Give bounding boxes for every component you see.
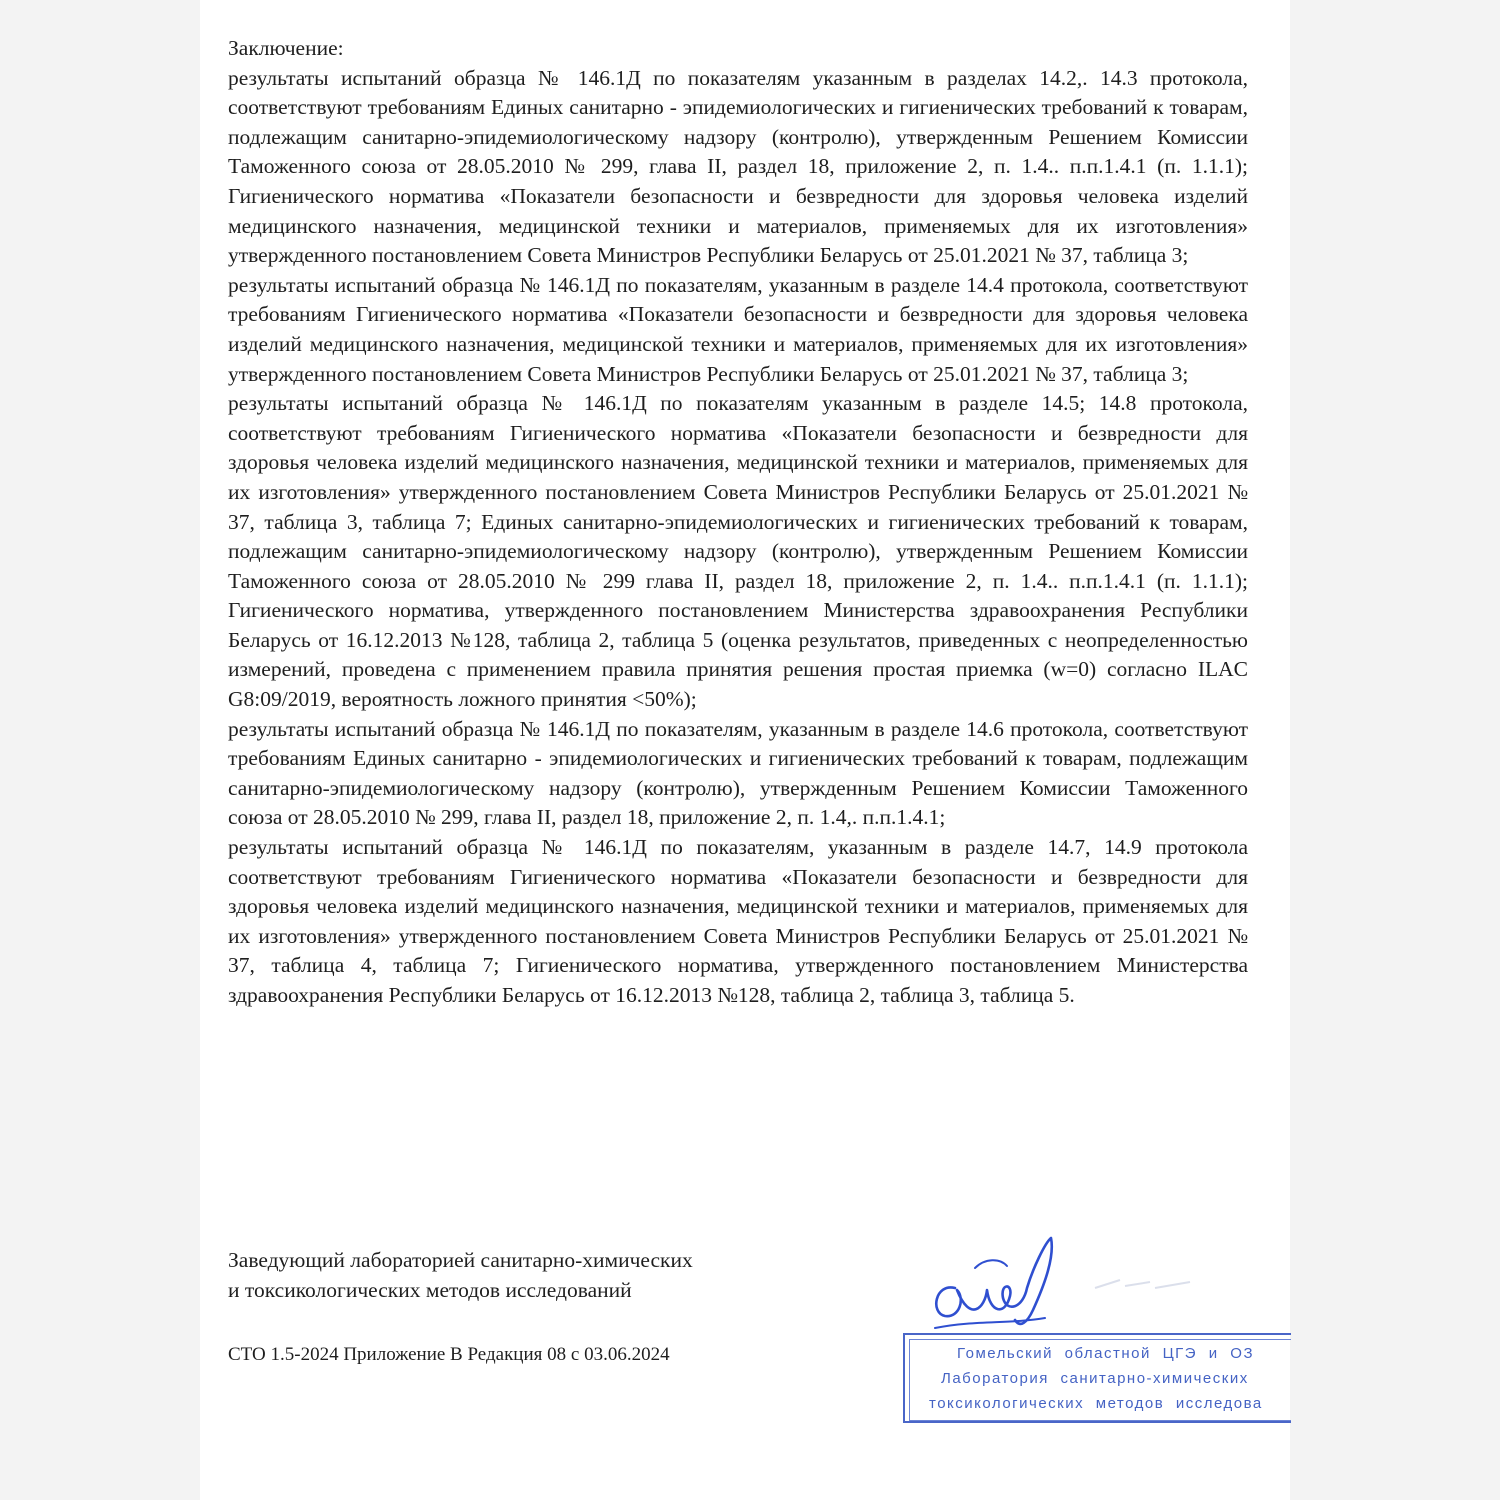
footer-note: СТО 1.5-2024 Приложение В Редакция 08 с 03.06.2024 [228, 1344, 670, 1365]
laboratory-stamp [903, 1333, 1291, 1423]
signatory-line: Заведующий лабораторией санитарно-химических [228, 1248, 693, 1272]
conclusion-paragraph: результаты испытаний образца № 146.1Д по показателям, указанным в разделе 14.6 протокола, соответствуют требованиям Единых санитарно - эпидемиологических и гигиенических требований к товарам, подлежащим санитарно-эпидемиологическому надзору (контролю), утвержденным Решением Комиссии Таможенного союза от 28.05.2010 № 299, глава II, раздел 18, приложение 2, п. 1.4,. п.п.1.4.1; [228, 716, 1248, 830]
stamp-line: Гомельский областной ЦГЭ и ОЗ [957, 1345, 1255, 1362]
signatory-title [228, 1246, 828, 1305]
faint-stamp-mark [1090, 1270, 1200, 1300]
stamp-line: Лаборатория санитарно-химических [941, 1370, 1249, 1387]
conclusion-paragraph: результаты испытаний образца № 146.1Д по показателям, указанным в разделе 14.7, 14.9 протокола соответствуют требованиям Гигиенического норматива «Показатели безопасности и безвредности для здоровья человека изделий медицинского назначения, медицинской техники и материалов, применяемых для их изготовления» утвержденного постановлением Совета Министров Республики Беларусь от 25.01.2021 № 37, таблица 4, таблица 7; Гигиенического норматива, утвержденного постановлением Министерства здравоохранения Республики Беларусь от 16.12.2013 №128, таблица 2, таблица 3, таблица 5. [228, 835, 1248, 1007]
signatory-line: и токсикологических методов исследований [228, 1277, 632, 1302]
conclusion-paragraph: результаты испытаний образца № 146.1Д по показателям, указанным в разделе 14.4 протокола, соответствуют требованиям Гигиенического норматива «Показатели безопасности и безвредности для здоровья человека изделий медицинского назначения, медицинской техники и материалов, применяемых для их изготовления» утвержденного постановлением Совета Министров Республики Беларусь от 25.01.2021 № 37, таблица 3; [228, 272, 1248, 386]
conclusion-paragraph: результаты испытаний образца № 146.1Д по показателям указанным в разделах 14.2,. 14.3 протокола, соответствуют требованиям Единых санитарно - эпидемиологических и гигиенических требований к товарам, подлежащим санитарно-эпидемиологическому надзору (контролю), утвержденным Решением Комиссии Таможенного союза от 28.05.2010 № 299, глава II, раздел 18, приложение 2, п. 1.4.. п.п.1.4.1 (п. 1.1.1); Гигиенического норматива «Показатели безопасности и безвредности для здоровья человека изделий медицинского назначения, медицинской техники и материалов, применяемых для их изготовления» утвержденного постановлением Совета Министров Республики Беларусь от 25.01.2021 № 37, таблица 3; [228, 65, 1248, 268]
handwritten-signature [915, 1228, 1065, 1338]
stamp-line: токсикологических методов исследова [929, 1395, 1263, 1412]
conclusion-text [228, 34, 1248, 1011]
conclusion-heading: Заключение: [228, 36, 344, 60]
conclusion-paragraph: результаты испытаний образца № 146.1Д по показателям указанным в разделе 14.5; 14.8 протокола, соответствуют требованиям Гигиенического норматива «Показатели безопасности и безвредности для здоровья человека изделий медицинского назначения, медицинской техники и материалов, применяемых для их изготовления» утвержденного постановлением Совета Министров Республики Беларусь от 25.01.2021 № 37, таблица 3, таблица 7; Единых санитарно-эпидемиологических и гигиенических требований к товарам, подлежащим санитарно-эпидемиологическому надзору (контролю), утвержденным Решением Комиссии Таможенного союза от 28.05.2010 № 299 глава II, раздел 18, приложение 2, п. 1.4.. п.п.1.4.1 (п. 1.1.1); Гигиенического норматива, утвержденного постановлением Министерства здравоохранения Республики Беларусь от 16.12.2013 №128, таблица 2, таблица 5 (оценка результатов, приведенных с неопределенностью измерений, проведена с применением правила принятия решения простая приемка (w=0) согласно ILAC G8:09/2019, вероятность ложного принятия <50%); [228, 391, 1248, 712]
